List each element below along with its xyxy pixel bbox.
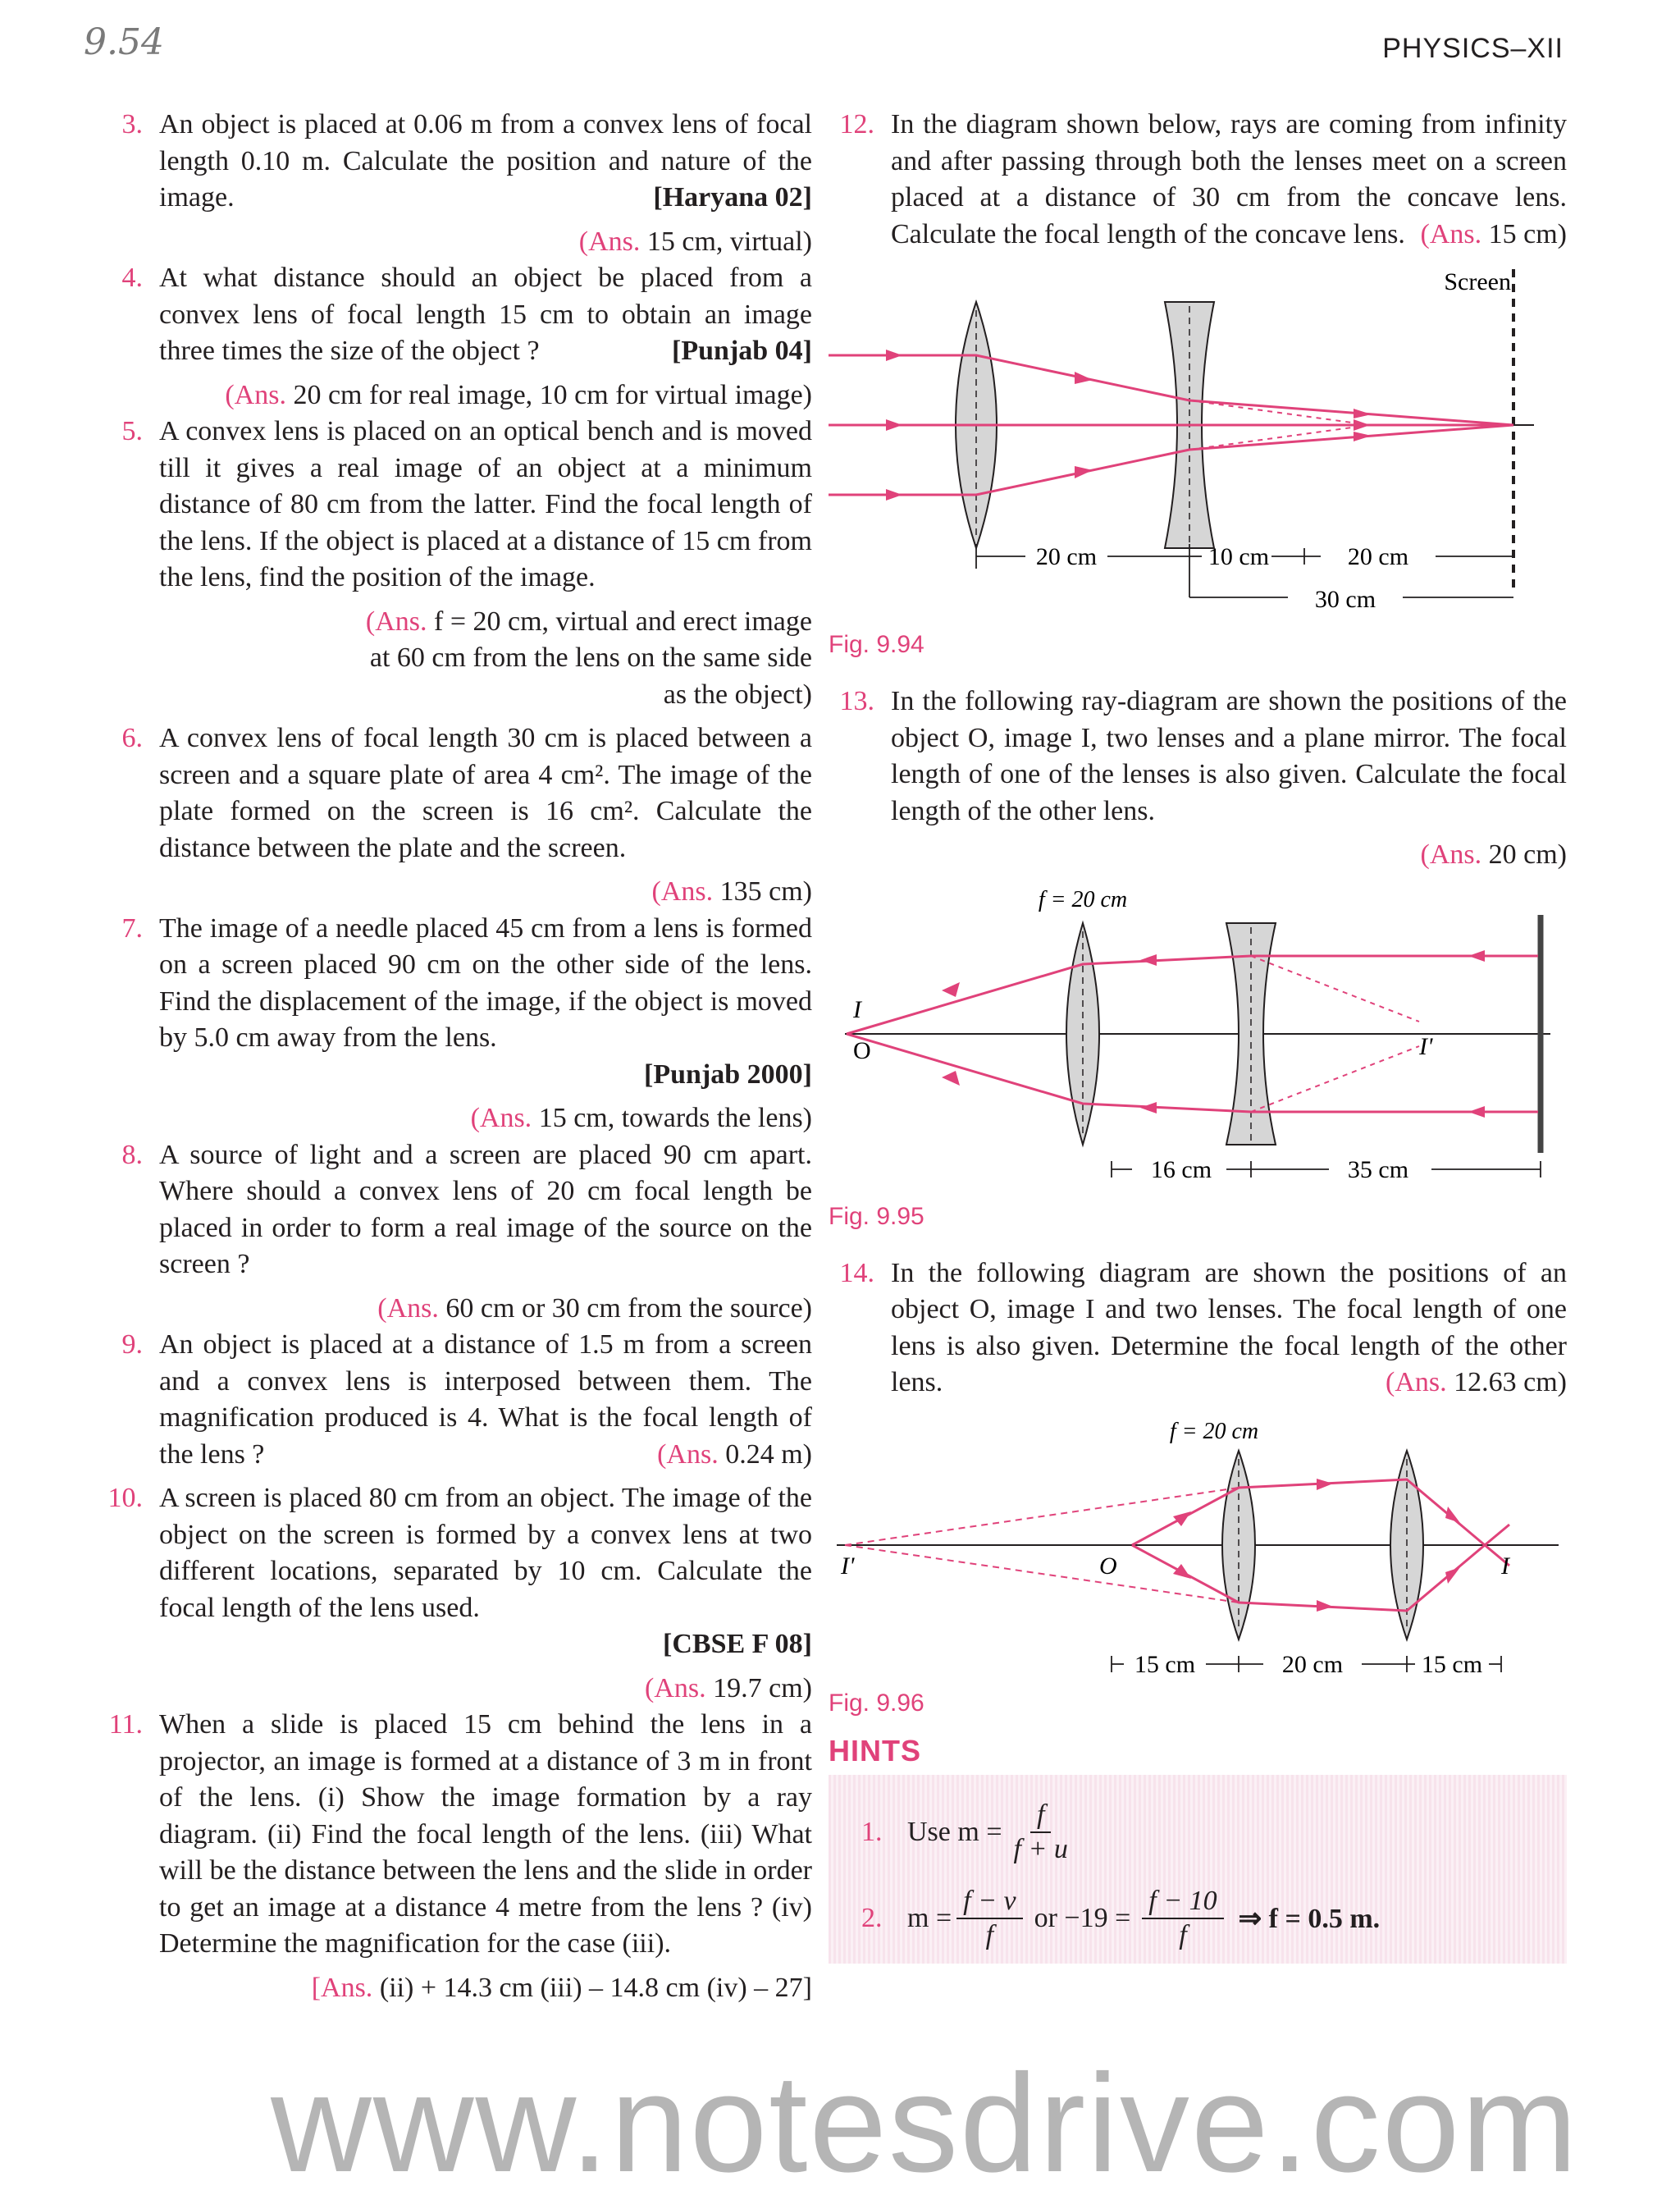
answer-label: [Ans. bbox=[311, 1972, 373, 2003]
answer-label: (Ans. bbox=[657, 1438, 719, 1470]
answer-text: 15 cm, towards the lens) bbox=[532, 1103, 812, 1133]
numerator: f − v bbox=[956, 1885, 1022, 1919]
question-text: An object is placed at 0.06 m from a convex lens of focal length 0.10 m. Calculate the position and nature of the image. bbox=[159, 109, 812, 213]
fraction bbox=[956, 1885, 1022, 1952]
figure-caption: Fig. 9.95 bbox=[829, 1202, 924, 1230]
fig95-diagram bbox=[829, 882, 1567, 1194]
dimension-label: 15 cm bbox=[1134, 1650, 1196, 1678]
question-13 bbox=[829, 684, 1567, 830]
answer-text: 20 cm for real image, 10 cm for virtual image) bbox=[285, 379, 812, 410]
question-9 bbox=[97, 1327, 812, 1473]
question-source: [Punjab 2000] bbox=[644, 1059, 812, 1090]
numerator: f bbox=[1030, 1799, 1051, 1833]
image-label: I bbox=[853, 995, 861, 1023]
figure-9-94 bbox=[829, 261, 1567, 659]
answer-text: 15 cm) bbox=[1481, 218, 1567, 249]
question-12 bbox=[829, 107, 1567, 253]
running-head: PHYSICS–XII bbox=[1382, 33, 1564, 64]
question-number: 6. bbox=[121, 723, 143, 753]
answer-label: (Ans. bbox=[1420, 839, 1482, 870]
question-number: 4. bbox=[121, 263, 143, 293]
question-number: 13. bbox=[839, 686, 874, 716]
question-text: At what distance should an object be placed from a convex lens of focal length 15 cm to obtain an image three times the size of the object ? bbox=[159, 263, 812, 366]
screen-label: Screen bbox=[1444, 268, 1511, 295]
answer-text: 20 cm) bbox=[1481, 839, 1567, 870]
question-number: 5. bbox=[121, 416, 143, 446]
answer-9 bbox=[657, 1437, 812, 1474]
answer-11 bbox=[97, 1970, 812, 2007]
hint-number: 2. bbox=[861, 1903, 883, 1933]
question-number: 11. bbox=[108, 1709, 143, 1740]
question-source: [CBSE F 08] bbox=[663, 1629, 812, 1659]
question-text: In the diagram shown below, rays are coming from infinity and after passing through both the lenses meet on a screen placed at a distance of 30 cm from the concave lens. Calculate the focal length of the concave lens. bbox=[891, 109, 1567, 249]
question-text: When a slide is placed 15 cm behind the lens in a projector, an image is formed at a distance of 3 m in front of the lens. (i) Show the image formation by a ray diagram. (ii) Find the focal length of the lens. (iii) What will be the distance between the lens and the slide in order to get an image at a distance 4 metre from the lens ? (iv) Determine the magnification for the case (iii). bbox=[159, 1709, 812, 1959]
dimension-label: 35 cm bbox=[1347, 1155, 1409, 1183]
question-text: In the following diagram are shown the positions of an object O, image I and two lenses. The focal length of one lens is also given. Determine the focal length of the other lens. bbox=[891, 1257, 1567, 1397]
fraction bbox=[1142, 1885, 1223, 1952]
question-number: 8. bbox=[121, 1139, 143, 1170]
answer-text: 19.7 cm) bbox=[705, 1672, 812, 1703]
numerator: f − 10 bbox=[1142, 1885, 1223, 1919]
figure-9-96 bbox=[829, 1410, 1567, 1717]
denominator: f bbox=[1179, 1920, 1187, 1950]
question-10 bbox=[97, 1480, 812, 1663]
hint-result: ⇒ f = 0.5 m. bbox=[1238, 1904, 1381, 1934]
question-text: A convex lens of focal length 30 cm is placed between a screen and a square plate of area 4 cm². The image of the plate formed on the screen is 16 cm². Calculate the distance between the plate and the screen. bbox=[159, 723, 812, 863]
question-number: 3. bbox=[121, 109, 143, 139]
image-label: I bbox=[1501, 1552, 1509, 1580]
hint-2 bbox=[861, 1876, 1550, 1962]
question-text: In the following ray-diagram are shown the positions of the object O, image I, two lenses and a plane mirror. The focal length of one of the lenses is also given. Calculate the focal length of the other lens. bbox=[891, 686, 1567, 826]
answer-14 bbox=[1386, 1365, 1567, 1402]
question-number: 7. bbox=[121, 912, 143, 944]
dimension-label: 16 cm bbox=[1150, 1155, 1212, 1183]
answer-label: (Ans. bbox=[645, 1672, 706, 1703]
hints-heading: HINTS bbox=[829, 1733, 921, 1767]
figure-caption: Fig. 9.96 bbox=[829, 1689, 924, 1717]
question-text: A convex lens is placed on an optical bench and is moved till it gives a real image of an object at a minimum distance of 80 cm from the latter. Find the focal length of the lens. If the object is placed at a distance of 15 cm from the lens, find the position of the image. bbox=[159, 416, 812, 592]
question-source: [Punjab 04] bbox=[672, 336, 812, 366]
question-text: A source of light and a screen are placed 90 cm apart. Where should a convex lens of 20 cm focal length be placed in order to form a real image of the source on the screen ? bbox=[159, 1139, 812, 1279]
image-label: I' bbox=[841, 1552, 855, 1580]
answer-label: (Ans. bbox=[1420, 218, 1482, 249]
question-number: 12. bbox=[839, 109, 874, 139]
hint-text: Use m = bbox=[907, 1817, 1002, 1847]
focal-label: f = 20 cm bbox=[1038, 886, 1128, 912]
answer-text: 135 cm) bbox=[713, 876, 812, 907]
answer-7 bbox=[97, 1100, 812, 1137]
question-6 bbox=[97, 720, 812, 867]
hint-number: 1. bbox=[861, 1817, 883, 1847]
question-3 bbox=[97, 107, 812, 217]
answer-3 bbox=[97, 224, 812, 261]
question-7 bbox=[97, 911, 812, 1094]
answer-label: (Ans. bbox=[470, 1103, 532, 1133]
answer-4 bbox=[97, 377, 812, 414]
dimension-label: 20 cm bbox=[1035, 543, 1098, 570]
question-number: 10. bbox=[107, 1483, 143, 1513]
dimension-label: 10 cm bbox=[1208, 543, 1270, 570]
figure-9-95 bbox=[829, 882, 1567, 1231]
denominator: f bbox=[985, 1920, 994, 1950]
question-14 bbox=[829, 1255, 1567, 1402]
question-4 bbox=[97, 260, 812, 370]
answer-label: (Ans. bbox=[365, 606, 427, 637]
answer-text: 60 cm or 30 cm from the source) bbox=[438, 1292, 812, 1324]
hint-text: or −19 = bbox=[1034, 1903, 1131, 1933]
question-text: A screen is placed 80 cm from an object. The image of the object on the screen is formed by a convex lens at two different locations, separated by 10 cm. Calculate the focal length of the lens used. bbox=[159, 1483, 812, 1623]
object-label: O bbox=[1099, 1552, 1117, 1580]
hint-1 bbox=[861, 1790, 1550, 1876]
question-number: 14. bbox=[839, 1257, 874, 1288]
fraction bbox=[1007, 1799, 1075, 1866]
answer-label: (Ans. bbox=[377, 1292, 439, 1324]
answer-8 bbox=[97, 1291, 812, 1328]
answer-label: (Ans. bbox=[651, 876, 714, 907]
answer-text: f = 20 cm, virtual and erect image at 60 cm from the lens on the same side as the object) bbox=[369, 606, 812, 710]
answer-12 bbox=[1421, 217, 1567, 254]
question-number: 9. bbox=[121, 1329, 143, 1360]
fig94-diagram bbox=[829, 261, 1567, 622]
question-text: An object is placed at a distance of 1.5 m from a screen and a convex lens is interposed between them. The magnification produced is 4. What is the focal length of the lens ? bbox=[159, 1329, 812, 1470]
answer-text: 0.24 m) bbox=[718, 1438, 812, 1470]
left-column bbox=[97, 107, 812, 2006]
page-number: 9.54 bbox=[84, 21, 164, 63]
hints-box bbox=[829, 1775, 1567, 1964]
answer-label: (Ans. bbox=[225, 379, 286, 410]
watermark: www.notesdrive.com bbox=[271, 2046, 1579, 2202]
answer-label: (Ans. bbox=[578, 226, 641, 257]
fig96-diagram bbox=[829, 1410, 1567, 1680]
focal-label: f = 20 cm bbox=[1169, 1418, 1259, 1444]
image-label: I' bbox=[1419, 1032, 1433, 1060]
question-text: The image of a needle placed 45 cm from a lens is formed on a screen placed 90 cm on the other side of the lens. Find the displacement of the image, if the object is moved by 5.0 cm away from the lens. bbox=[159, 912, 812, 1053]
rays bbox=[829, 355, 1513, 495]
figure-caption: Fig. 9.94 bbox=[829, 631, 924, 658]
answer-10 bbox=[97, 1671, 812, 1708]
answer-text: 15 cm, virtual) bbox=[640, 226, 812, 257]
object-label: O bbox=[853, 1036, 871, 1064]
denominator: f + u bbox=[1013, 1834, 1068, 1864]
hint-text: m = bbox=[907, 1903, 952, 1933]
dimension-label: 20 cm bbox=[1281, 1650, 1344, 1678]
right-column bbox=[829, 107, 1567, 1964]
answer-label: (Ans. bbox=[1386, 1367, 1447, 1397]
answer-6 bbox=[97, 874, 812, 911]
question-5 bbox=[97, 414, 812, 597]
answer-text: 12.63 cm) bbox=[1446, 1367, 1567, 1397]
dimension-label: 20 cm bbox=[1347, 543, 1409, 570]
answer-5 bbox=[97, 604, 812, 714]
question-8 bbox=[97, 1137, 812, 1283]
question-source: [Haryana 02] bbox=[653, 182, 812, 213]
dimension-label: 15 cm bbox=[1421, 1650, 1483, 1678]
answer-text: (ii) + 14.3 cm (iii) – 14.8 cm (iv) – 27] bbox=[372, 1972, 812, 2003]
dimension-label: 30 cm bbox=[1314, 586, 1376, 613]
question-11 bbox=[97, 1707, 812, 1963]
answer-13 bbox=[829, 837, 1567, 874]
